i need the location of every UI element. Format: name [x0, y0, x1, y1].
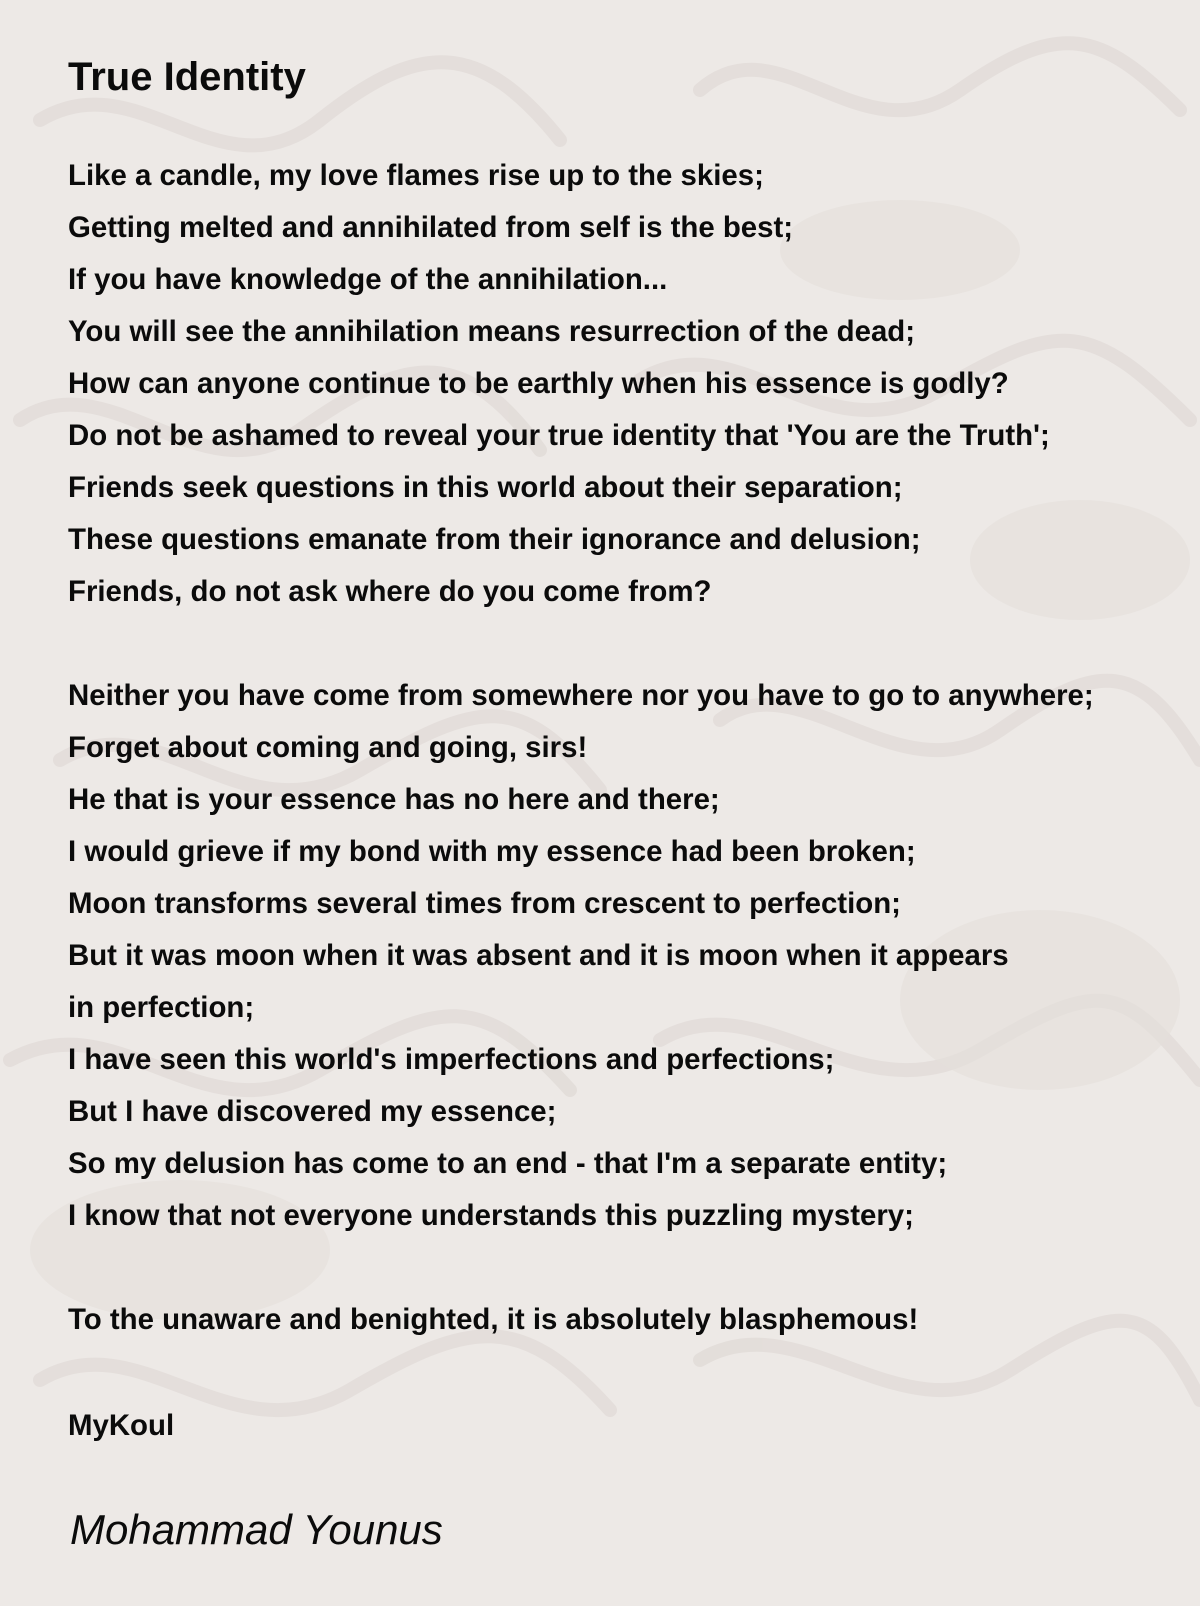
poem-line: But I have discovered my essence;: [68, 1095, 557, 1128]
poem-line: Neither you have come from somewhere nor you have to go to anywhere;: [68, 679, 1094, 712]
poem-line: These questions emanate from their ignorance and delusion;: [68, 523, 921, 556]
poem-line: If you have knowledge of the annihilation...: [68, 263, 668, 296]
poem-line: Do not be ashamed to reveal your true identity that 'You are the Truth';: [68, 419, 1050, 452]
poem-line: Friends, do not ask where do you come from?: [68, 575, 712, 608]
poem-line: Friends seek questions in this world about their separation;: [68, 471, 903, 504]
poem-line: He that is your essence has no here and there;: [68, 783, 720, 816]
poem-line: in perfection;: [68, 991, 255, 1024]
poem-line: I know that not everyone understands this puzzling mystery;: [68, 1199, 914, 1232]
poem-line: How can anyone continue to be earthly when his essence is godly?: [68, 367, 1009, 400]
poem-line: Getting melted and annihilated from self is the best;: [68, 211, 794, 244]
poem-line: Moon transforms several times from crescent to perfection;: [68, 887, 901, 920]
poem-line: I have seen this world's imperfections and perfections;: [68, 1043, 835, 1076]
poem-line: To the unaware and benighted, it is absolutely blasphemous!: [68, 1303, 919, 1336]
poem-title: True Identity: [68, 55, 306, 99]
poem-line: Like a candle, my love flames rise up to the skies;: [68, 159, 764, 192]
poem-stanza: [68, 1294, 1198, 1346]
poem-body: [68, 150, 1198, 1398]
poem-line: I would grieve if my bond with my essence had been broken;: [68, 835, 916, 868]
poem-line: But it was moon when it was absent and it is moon when it appears: [68, 939, 1009, 972]
poem-line: Forget about coming and going, sirs!: [68, 731, 588, 764]
poem-line: You will see the annihilation means resurrection of the dead;: [68, 315, 916, 348]
poem-stanza: [68, 670, 1198, 1242]
poem-line: So my delusion has come to an end - that I'm a separate entity;: [68, 1147, 948, 1180]
poem-stanza: [68, 150, 1198, 618]
author-signature[interactable]: Mohammad Younus: [70, 1506, 443, 1553]
pen-name: MyKoul: [68, 1409, 175, 1442]
